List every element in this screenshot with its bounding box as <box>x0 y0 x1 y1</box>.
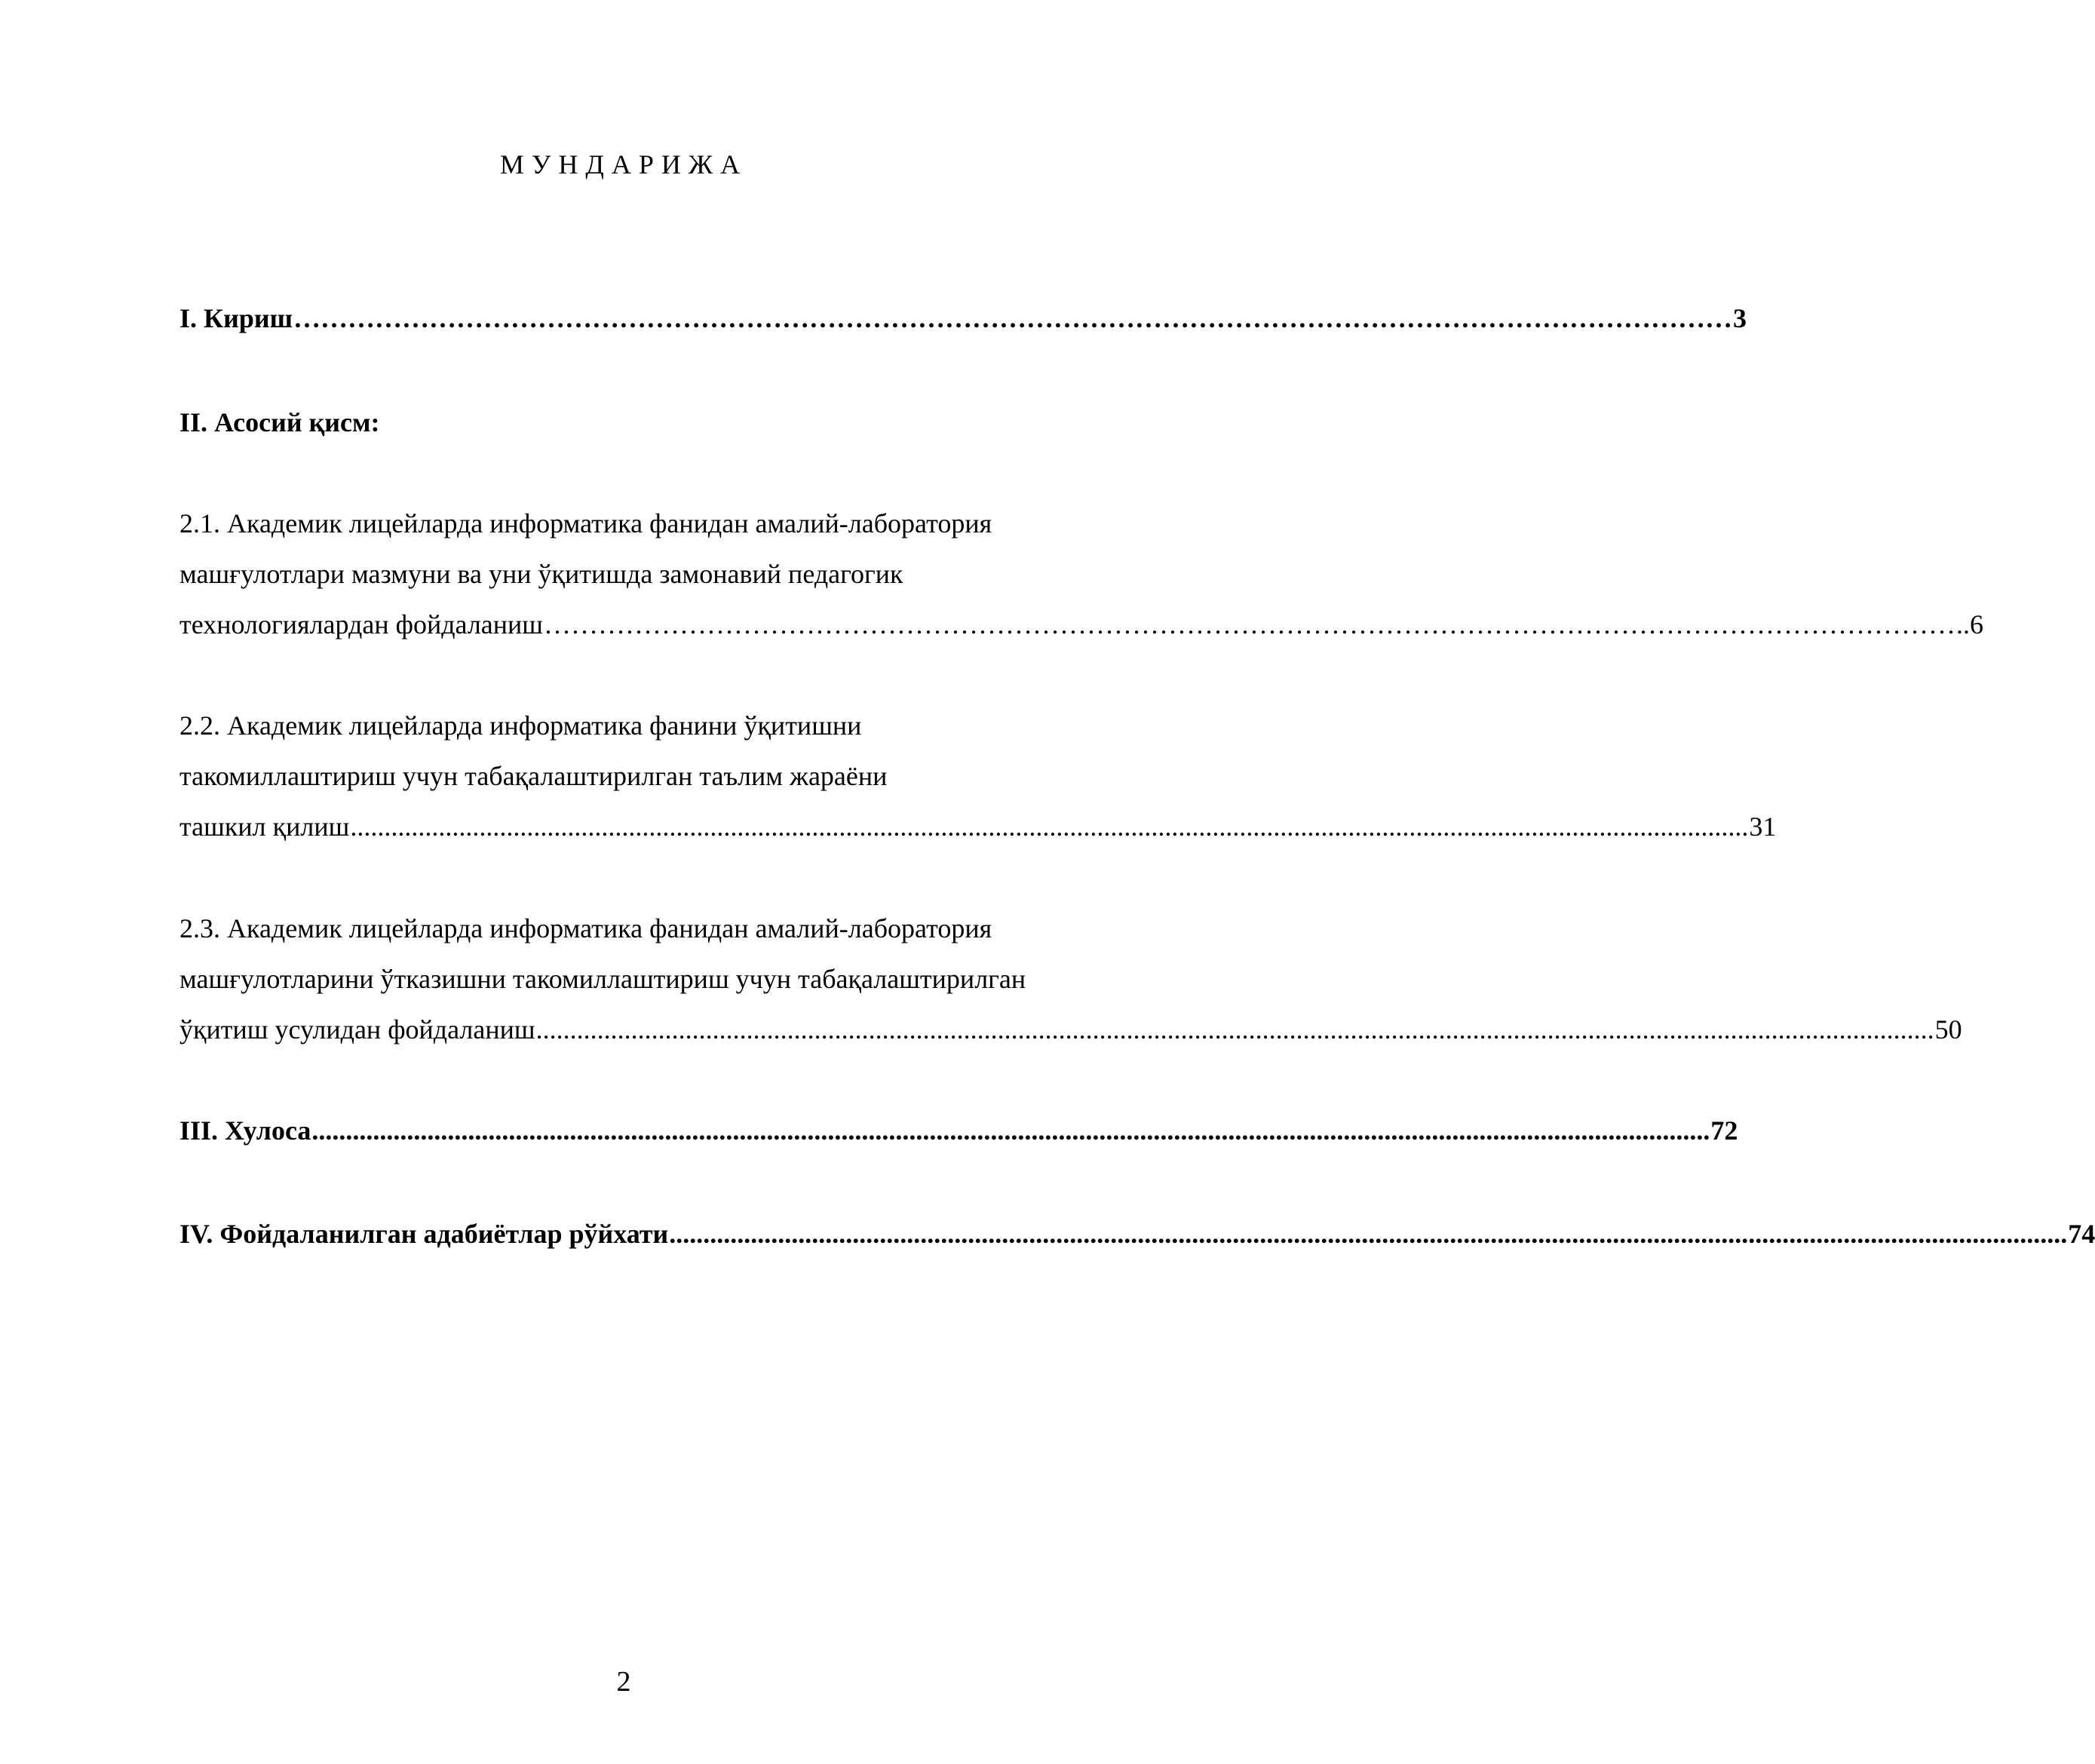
toc-entry-2-1-line-1[interactable]: 2.1. Академик лицейларда информатика фанидан амалий-лаборатория <box>179 508 992 538</box>
toc-entry-2-2-line-3[interactable] <box>179 810 1777 843</box>
toc-entry-label: технологиялардан фойдаланиш <box>179 609 544 640</box>
toc-entry-2-1-line-3[interactable] <box>179 608 1984 641</box>
page-title: МУНДАРИЖА <box>499 149 748 179</box>
toc-dot-leader: .............................................................................................................................................................................................................. <box>535 1014 1934 1045</box>
toc-entry-2-3-line-2[interactable]: машғулотларини ўтказишни такомиллаштириш учун табақалаштирилган <box>179 964 1026 994</box>
toc-dot-leader: …………………………………………………………………………………………………………………………………………… <box>293 303 1733 333</box>
toc-dot-leader: .............................................................................................................................................................................................................. <box>669 1219 2068 1249</box>
toc-entry-2-3-line-3[interactable] <box>179 1013 1962 1046</box>
toc-entry-2-1-line-2[interactable]: машғулотлари мазмуни ва уни ўқитишда замонавий педагогик <box>179 559 903 589</box>
toc-page-number: 74 <box>2068 1219 2095 1249</box>
toc-dot-leader: ………………………………………………………………………………………………………………………………………… <box>544 609 1956 640</box>
page-number: 2 <box>616 1666 631 1698</box>
toc-entry-label: ташкил қилиш <box>179 811 350 842</box>
toc-entry-introduction[interactable] <box>179 302 1747 335</box>
toc-entry-label: III. Хулоса <box>179 1115 311 1146</box>
toc-section-heading-main-part[interactable]: II. Асосий қисм: <box>179 407 380 437</box>
toc-entry-label: ўқитиш усулидан фойдаланиш <box>179 1014 535 1045</box>
toc-dot-leader: .............................................................................................................................................................................................................. <box>350 811 1749 842</box>
toc-entry-2-2-line-1[interactable]: 2.2. Академик лицейларда информатика фанини ўқитишни <box>179 710 862 741</box>
toc-entry-label: IV. Фойдаланилган адабиётлар рўйхати <box>179 1219 669 1249</box>
toc-page-number: ..6 <box>1956 609 1984 640</box>
toc-dot-leader: .............................................................................................................................................................................................................. <box>311 1115 1710 1146</box>
toc-entry-conclusion[interactable] <box>179 1114 1738 1147</box>
toc-entry-label: I. Кириш <box>179 303 293 333</box>
toc-page-number: 50 <box>1934 1014 1962 1045</box>
toc-entry-2-3-line-1[interactable]: 2.3. Академик лицейларда информатика фанидан амалий-лаборатория <box>179 913 992 943</box>
toc-entry-2-2-line-2[interactable]: такомиллаштириш учун табақалаштирилган таълим жараёни <box>179 761 888 791</box>
toc-page-number: 72 <box>1710 1115 1738 1146</box>
toc-entry-references[interactable] <box>179 1217 2095 1250</box>
toc-page-number: 3 <box>1733 303 1747 333</box>
toc-page-number: 31 <box>1749 811 1777 842</box>
